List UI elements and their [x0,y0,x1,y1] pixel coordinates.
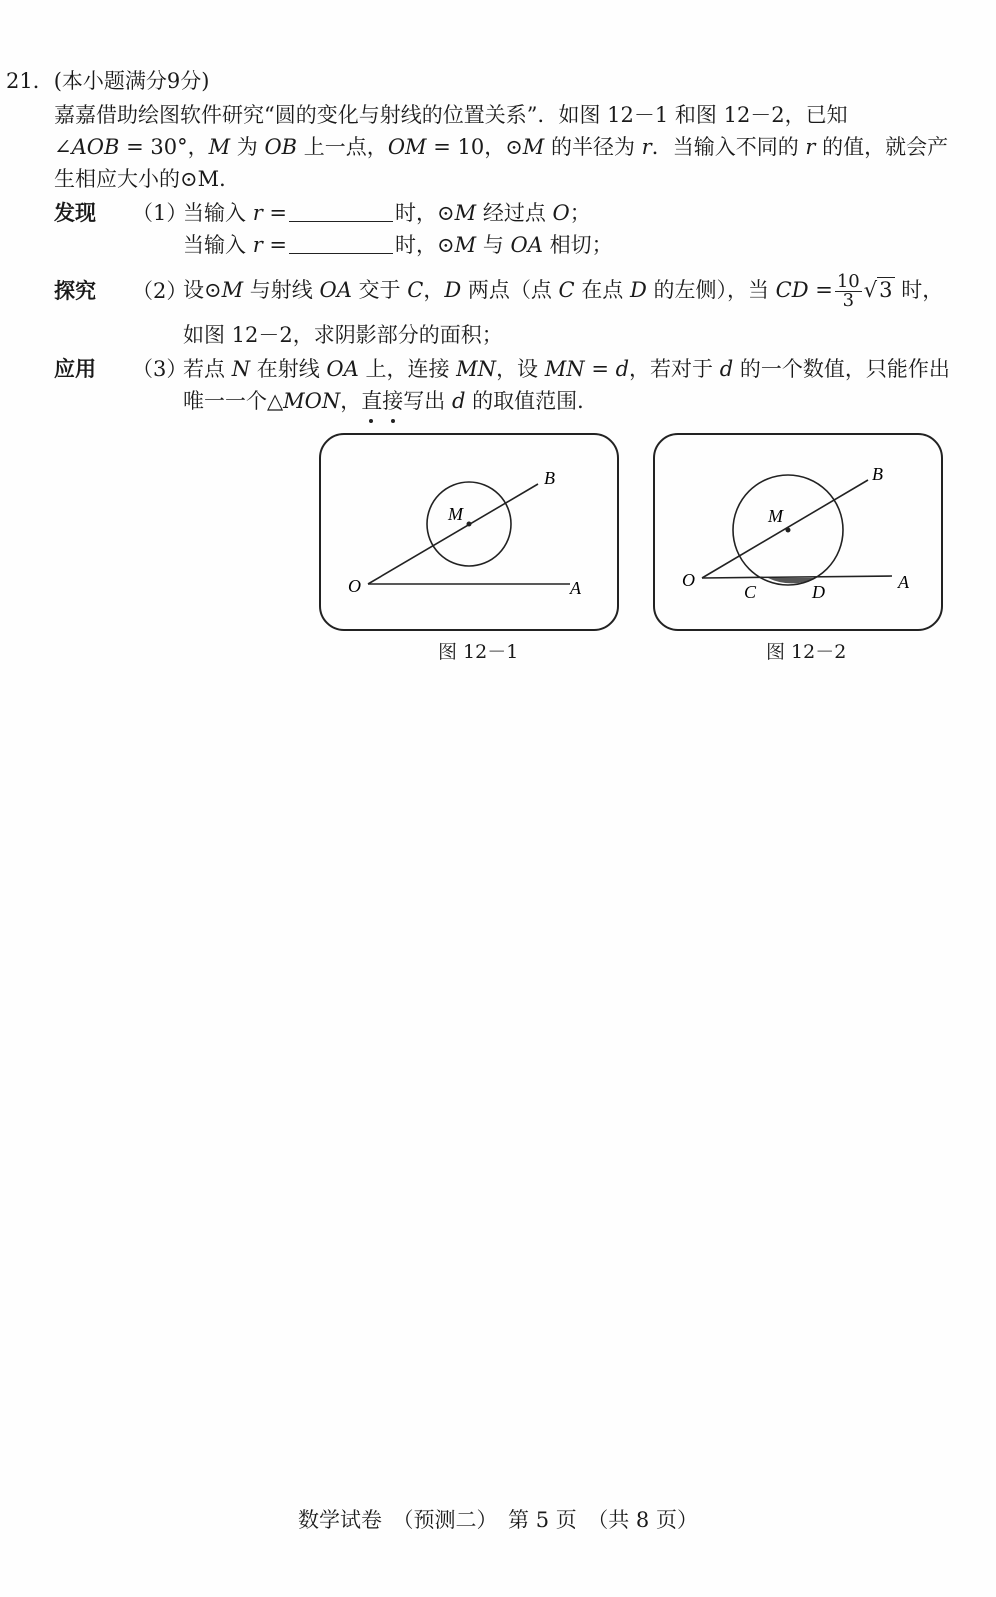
text: ， [340,389,362,413]
ray-ob [368,484,538,584]
var-mon: MON [283,389,341,413]
label-m: M [768,506,783,526]
var-mn: MN [456,357,497,381]
var-r: r [252,233,263,257]
fraction [835,273,862,310]
label-a: A [570,578,581,598]
answer-blank-1[interactable] [289,201,393,222]
var-mn: MN [544,357,585,381]
label-c: C [744,582,757,602]
label-o: O [682,570,695,590]
part3-tag: 应用 [54,356,96,381]
part1-line-1 [183,198,591,228]
text: 经过点 [476,201,553,225]
intro-line-1: 嘉嘉借助绘图软件研究“圆的变化与射线的位置关系”．如图 12－1 和图 12－2，已知 [54,103,848,127]
text: 时， [894,278,944,302]
label-d: D [812,582,825,602]
text: 两点（点 [461,278,559,302]
score-note: (本小题满分9分) [53,69,210,93]
part2-tag: 探究 [54,278,96,303]
emphasis-dot [369,419,373,423]
part3-num: （3） [132,357,188,381]
text: 的值，就会产 [815,135,949,159]
part2-num: （2） [132,279,188,303]
var-n: N [231,357,251,381]
var-m: M [454,201,477,225]
text: 的一个数值，只能作出 [733,357,950,381]
text: 的左侧），当 [646,278,776,302]
text: 在点 [574,278,630,302]
text: 时，⊙ [395,201,455,225]
var-m: M [208,135,231,159]
sqrt-radicand: 3 [879,278,893,302]
text: 唯一一个△ [183,389,284,413]
label-b: B [544,468,555,488]
var-cd: CD [775,278,809,302]
label-b: B [872,464,883,484]
var-d: d [451,389,466,413]
emphasis-direct [361,389,403,413]
var-o: O [552,201,570,225]
figure-12-1 [318,432,620,634]
part1-line-2 [183,230,613,260]
text: = 10，⊙ [426,135,523,159]
center-m [786,528,791,533]
figure-frame [320,434,618,630]
text: = [584,357,616,381]
part2-line-2: 如图 12－2，求阴影部分的面积； [183,323,503,347]
part3-line-2 [183,386,598,416]
text: ．当输入不同的 [651,135,806,159]
figure-12-2 [652,432,944,634]
text: ； [569,201,591,225]
label-a: A [898,572,909,592]
label-o: O [348,576,361,596]
var-om: OM [387,135,427,159]
var-d: D [629,278,647,302]
text: 在射线 [250,357,327,381]
text: 的取值范围． [465,389,599,413]
text: 上一点， [297,135,388,159]
emphasis-text: 直接 [361,389,404,413]
var-d: d [719,357,734,381]
var-m: M [522,135,545,159]
part1-num: （1） [132,201,188,225]
emphasis-dot [391,419,395,423]
question-header [6,66,209,96]
sqrt-sign: √ [863,278,878,302]
var-d: d [615,357,630,381]
var-r: r [641,135,652,159]
question-number: 21． [6,69,54,93]
text: = [262,201,288,225]
part1-tag: 发现 [54,200,96,225]
label-m: M [448,504,463,524]
var-c: C [558,278,575,302]
text: = [262,233,288,257]
fraction-numerator: 10 [836,271,860,292]
text: ， [423,278,445,302]
figure-frame [654,434,942,630]
var-ob: OB [264,135,298,159]
angle-aob: ∠AOB [54,135,120,159]
var-oa: OA [326,357,359,381]
text: 交于 [351,278,408,302]
page-footer: 数学试卷 （预测二） 第 5 页 （共 8 页） [298,1508,698,1532]
text: 与射线 [243,278,320,302]
answer-blank-2[interactable] [289,233,393,254]
text: 写出 [403,389,452,413]
var-c: C [407,278,424,302]
text: 为 [230,135,265,159]
var-oa: OA [319,278,352,302]
var-d: D [444,278,462,302]
text: = [808,278,833,302]
var-m: M [454,233,477,257]
intro-line-2 [54,132,948,162]
text: ，若对于 [629,357,720,381]
ray-oa [702,576,892,578]
figure-12-1-caption: 图 12－1 [438,641,519,663]
fraction-denominator: 3 [842,290,855,311]
center-m [467,522,472,527]
var-r: r [805,135,816,159]
text: 上，连接 [358,357,457,381]
figure-12-2-caption: 图 12－2 [766,641,847,663]
part2-line-1 [183,262,943,318]
text: = 30°， [119,135,209,159]
intro-line-3: 生相应大小的⊙M． [54,167,241,191]
text: 的半径为 [544,135,642,159]
var-m: M [221,278,244,302]
var-r: r [252,201,263,225]
text: 当输入 [183,233,253,257]
text: 若点 [183,357,232,381]
text: ，设 [496,357,545,381]
var-oa: OA [510,233,543,257]
text: 时，⊙ [395,233,455,257]
text: 设⊙ [183,278,222,302]
text: 相切； [542,233,613,257]
text: 当输入 [183,201,253,225]
text: 与 [476,233,511,257]
part3-line-1 [183,354,950,384]
square-root [864,262,895,318]
